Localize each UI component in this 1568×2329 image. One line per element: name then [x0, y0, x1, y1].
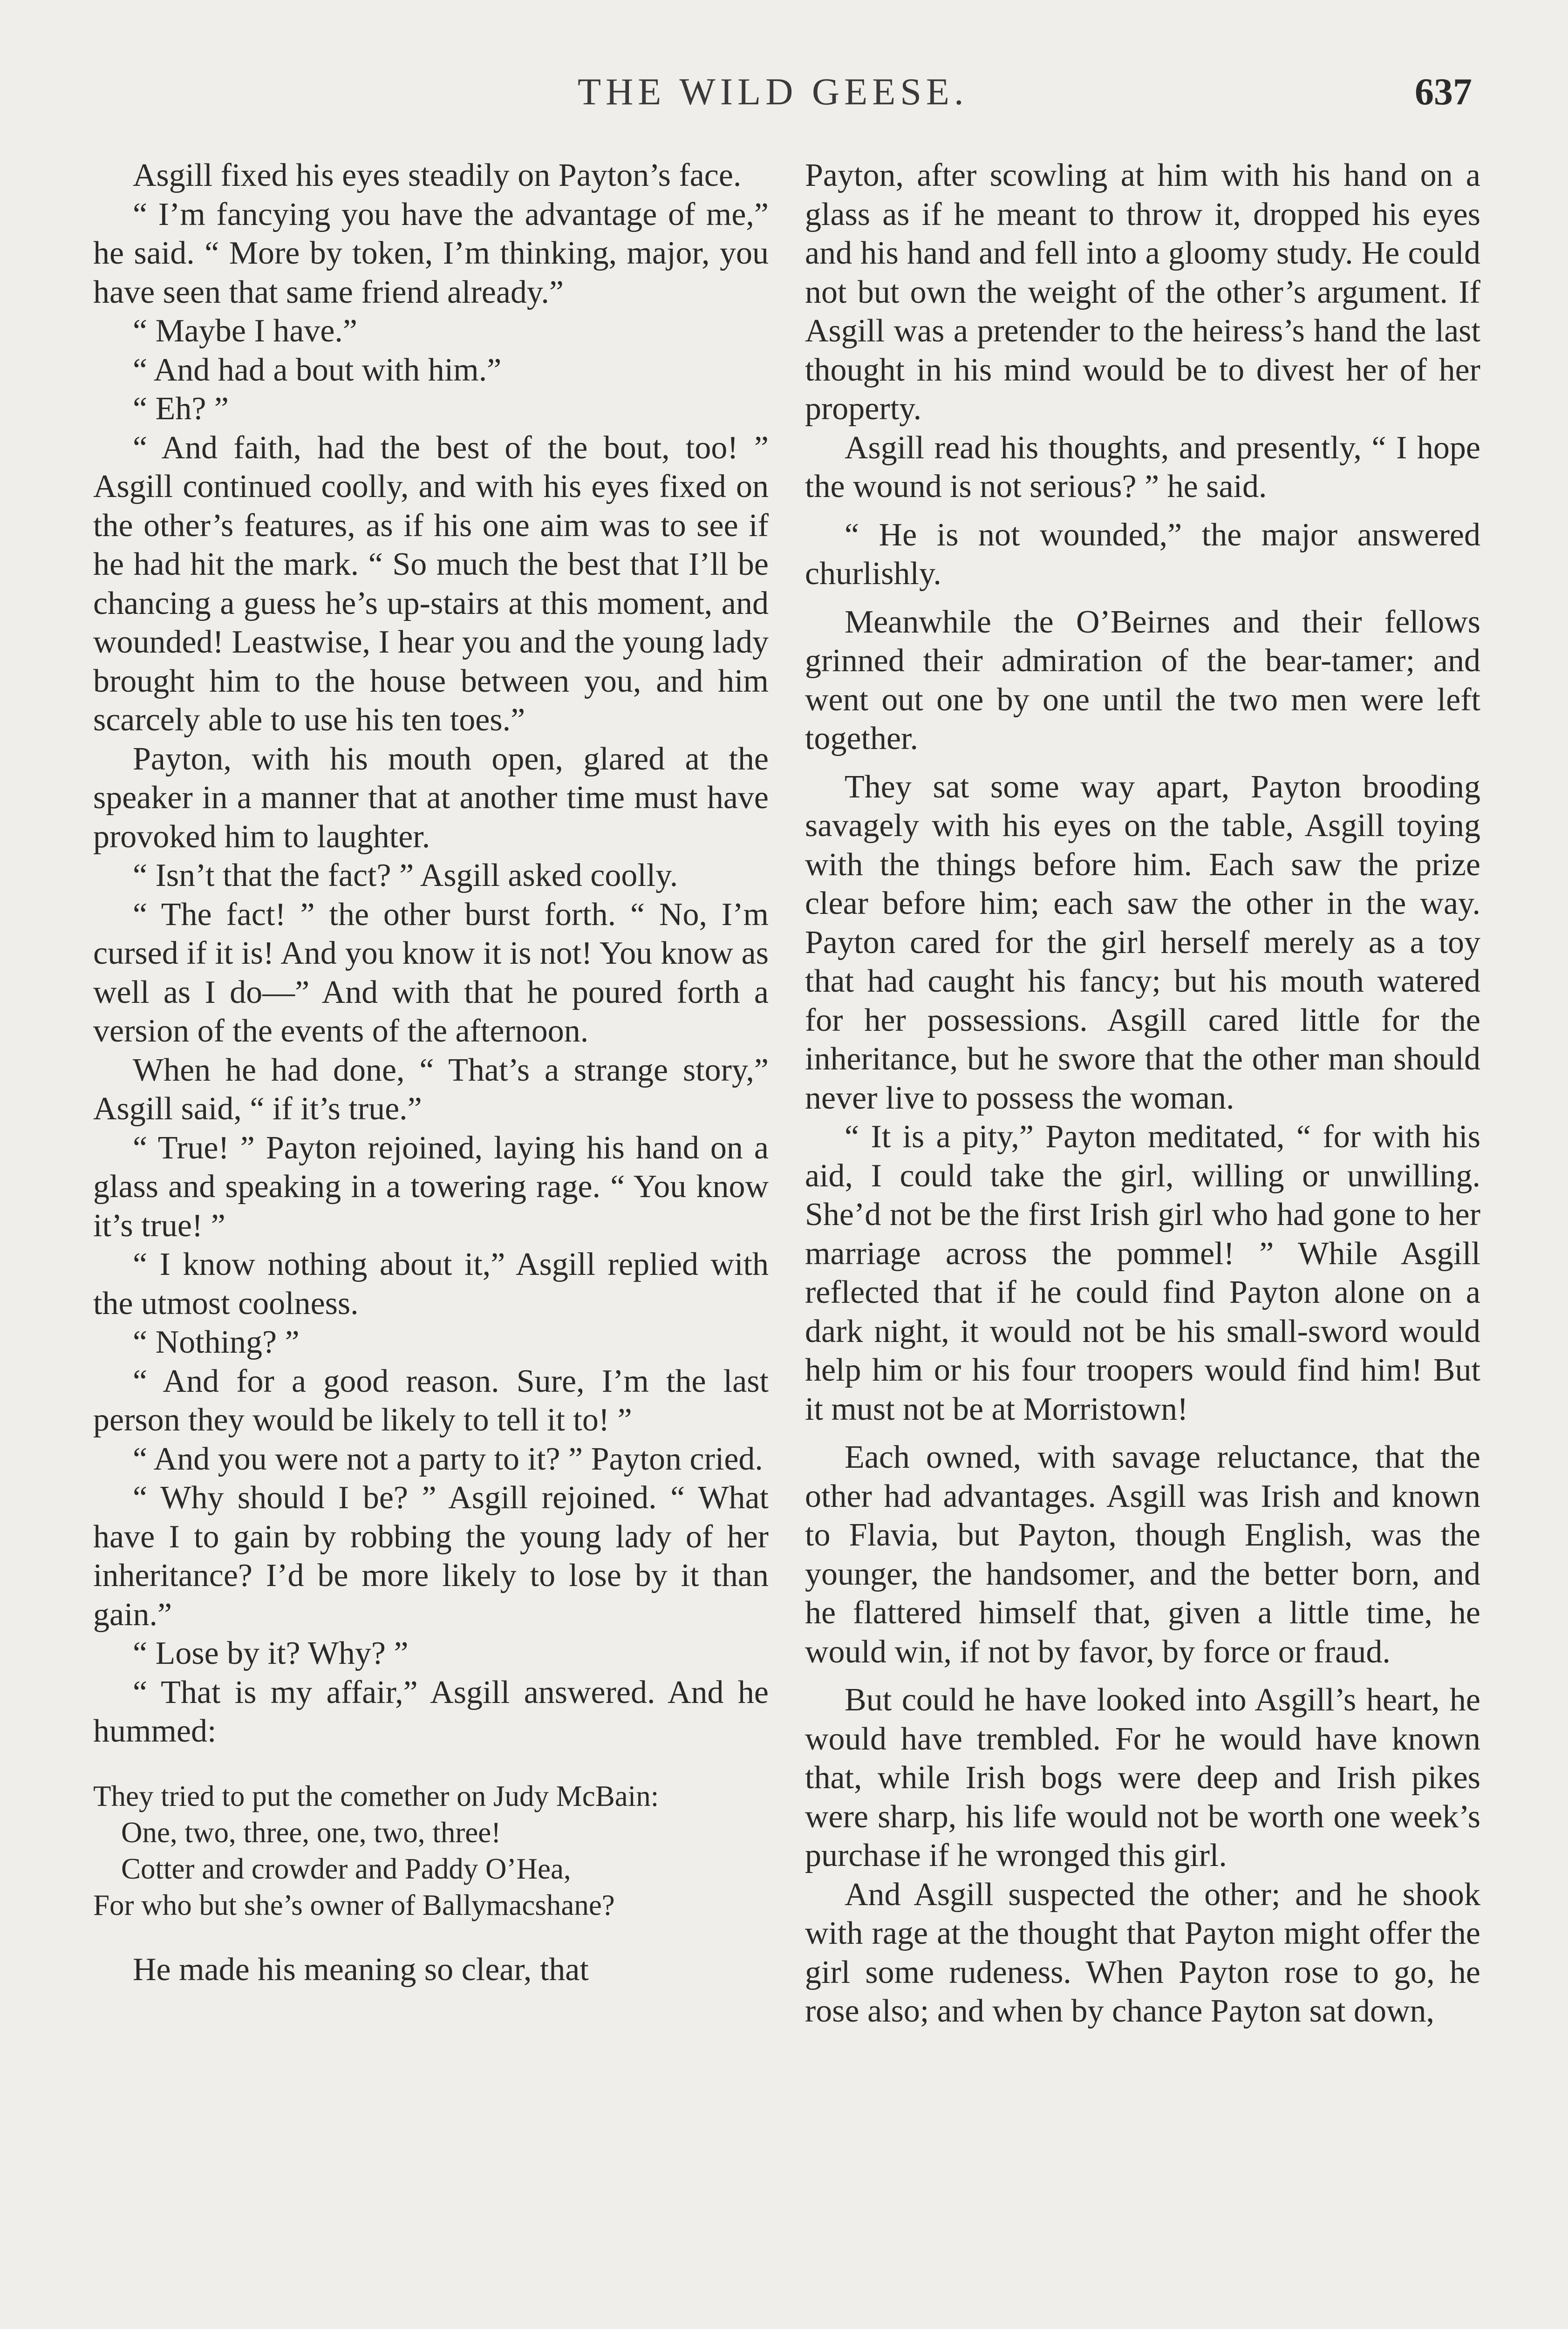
page-header	[578, 70, 1472, 126]
paragraph: Payton, after scowling at him with his hand on a glass as if he meant to throw it, dropped his eyes and his hand and fell into a gloomy study. He could not but own the weight of the other’s argument. If Asgill was a pretender to the heiress’s hand the last thought in his mind would be to divest her of her property.	[805, 157, 1480, 427]
verse-line: For who but she’s owner of Ballymacshane?	[93, 1888, 615, 1921]
paragraph: Asgill read his thoughts, and presently, “ I hope the wound is not serious? ” he said.	[805, 429, 1480, 504]
paragraph: Meanwhile the O’Beirnes and their fellows grinned their admiration of the bear-tamer; and went out one by one until the two men were left together.	[805, 604, 1480, 756]
verse-line: Cotter and crowder and Paddy O’Hea,	[121, 1852, 571, 1885]
running-title: THE WILD GEESE.	[578, 70, 968, 113]
page-number: 637	[1415, 70, 1472, 113]
paragraph: “ That is my affair,” Asgill answered. And he hummed:	[93, 1674, 769, 1749]
paragraph: Each owned, with savage reluctance, that the other had advantages. Asgill was Irish and known to Flavia, but Payton, though English, was the younger, the handsomer, and the better born, and he flattered himself that, given a little time, he would win, if not by favor, by force or fraud.	[805, 1439, 1480, 1670]
paragraph: Asgill fixed his eyes steadily on Payton’s face.	[133, 157, 742, 193]
paragraph: “ And had a bout with him.”	[133, 352, 502, 388]
verse-line: One, two, three, one, two, three!	[121, 1816, 501, 1849]
paragraph: “ Nothing? ”	[133, 1324, 300, 1360]
paragraph: “ And you were not a party to it? ” Payton cried.	[133, 1441, 763, 1477]
paragraph: And Asgill suspected the other; and he shook with rage at the thought that Payton might offer the girl some rudeness. When Payton rose to go, he rose also; and when by chance Payton sat down,	[805, 1876, 1480, 2029]
paragraph: “ Lose by it? Why? ”	[133, 1635, 409, 1671]
verse-line: They tried to put the comether on Judy McBain:	[93, 1779, 659, 1812]
verse-block	[93, 1778, 769, 1923]
right-column	[805, 156, 1480, 2031]
paragraph: “ I know nothing about it,” Asgill replied with the utmost coolness.	[93, 1246, 769, 1321]
paragraph: “ Why should I be? ” Asgill rejoined. “ What have I to gain by robbing the young lady of her inheritance? I’d be more likely to lose by it than gain.”	[93, 1480, 769, 1633]
paragraph: “ The fact! ” the other burst forth. “ No, I’m cursed if it is! And you know it is not! You know as well as I do—” And with that he poured forth a version of the events of the afternoon.	[93, 896, 769, 1049]
paragraph: “ And faith, had the best of the bout, too! ” Asgill continued coolly, and with his eyes fixed on the other’s features, as if his one aim was to see if he had hit the mark. “ So much the best that I’ll be chancing a guess he’s up-stairs at this moment, and wounded! Leastwise, I hear you and the young lady brought him to the house between you, and him scarcely able to use his ten toes.”	[93, 429, 769, 738]
paragraph: “ Eh? ”	[133, 391, 229, 427]
paragraph: But could he have looked into Asgill’s heart, he would have trembled. For he would have known that, while Irish bogs were deep and Irish pikes were sharp, his life would not be worth one week’s purchase if he wronged this girl.	[805, 1682, 1480, 1873]
paragraph: They sat some way apart, Payton brooding savagely with his eyes on the table, Asgill toying with the things before him. Each saw the prize clear before him; each saw the other in the way. Payton cared for the girl herself merely as a toy that had caught his fancy; but his mouth watered for her possessions. Asgill cared little for the inheritance, but he swore that the other man should never live to possess the woman.	[805, 769, 1480, 1116]
paragraph: “ And for a good reason. Sure, I’m the last person they would be likely to tell it to! ”	[93, 1363, 769, 1438]
paragraph: He made his meaning so clear, that	[133, 1951, 589, 1988]
paragraph: “ I’m fancying you have the advantage of me,” he said. “ More by token, I’m thinking, major, you have seen that same friend already.”	[93, 196, 769, 310]
paragraph: “ True! ” Payton rejoined, laying his hand on a glass and speaking in a towering rage. “ You know it’s true! ”	[93, 1130, 769, 1244]
left-column	[93, 156, 769, 1989]
paragraph: “ Maybe I have.”	[133, 313, 357, 349]
paragraph: When he had done, “ That’s a strange story,” Asgill said, “ if it’s true.”	[93, 1052, 769, 1127]
paragraph: “ He is not wounded,” the major answered churlishly.	[805, 517, 1480, 592]
paragraph: Payton, with his mouth open, glared at the speaker in a manner that at another time must have provoked him to laughter.	[93, 741, 769, 855]
paragraph: “ Isn’t that the fact? ” Asgill asked coolly.	[133, 858, 678, 893]
paragraph: “ It is a pity,” Payton meditated, “ for with his aid, I could take the girl, willing or unwilling. She’d not be the first Irish girl who had gone to her marriage across the pommel! ” While Asgill reflected that if he could find Payton alone on a dark night, it would not be his small-sword would help him or his four troopers would find him! But it must not be at Morristown!	[805, 1119, 1480, 1427]
